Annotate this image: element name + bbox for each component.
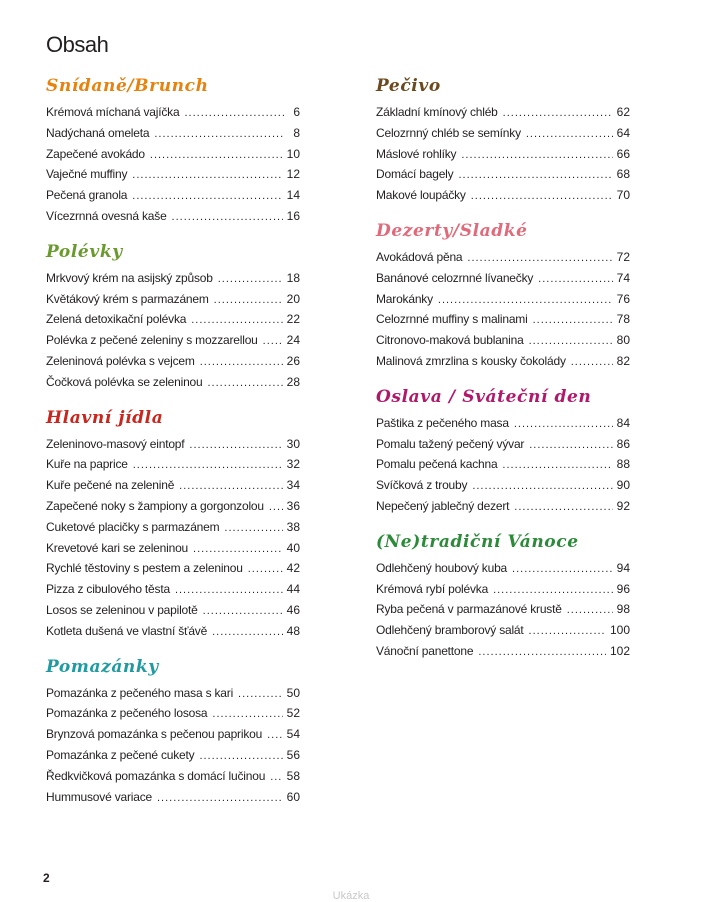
entry-title: Pomazánka z pečené cukety <box>46 747 195 762</box>
entry-title: Paštika z pečeného masa <box>376 415 509 430</box>
entry-title: Rychlé těstoviny s pestem a zeleninou <box>46 561 243 576</box>
toc-entry[interactable] <box>46 268 300 289</box>
dot-leader <box>512 559 613 580</box>
dot-leader <box>567 600 613 621</box>
entry-title: Květákový krém s parmazánem <box>46 291 209 306</box>
entry-page: 40 <box>286 540 300 555</box>
entry-title: Zapečené avokádo <box>46 146 145 161</box>
section-snidane <box>46 74 300 227</box>
dot-leader <box>538 269 612 290</box>
entry-title: Celozrnný chléb se semínky <box>376 125 521 140</box>
toc-entry[interactable] <box>376 579 630 600</box>
entry-page: 52 <box>286 706 300 721</box>
toc-entry[interactable] <box>376 247 630 268</box>
entry-title: Pizza z cibulového těsta <box>46 582 170 597</box>
dot-leader <box>203 601 283 622</box>
toc-entry[interactable] <box>376 620 630 641</box>
dot-leader <box>467 248 612 269</box>
entry-page: 94 <box>616 560 630 575</box>
entry-title: Vánoční panettone <box>376 643 474 658</box>
entry-title: Zapečené noky s žampiony a gorgonzolou <box>46 498 264 513</box>
dot-leader <box>438 290 613 311</box>
entry-page: 90 <box>616 478 630 493</box>
toc-entry[interactable] <box>46 703 300 724</box>
toc-entry[interactable] <box>376 123 630 144</box>
entry-title: Zeleninovo-masový eintopf <box>46 436 185 451</box>
entry-page: 62 <box>616 105 630 119</box>
entry-title: Základní kmínový chléb <box>376 105 498 119</box>
entry-title: Hummusové variace <box>46 789 152 804</box>
entry-title: Máslové rohlíky <box>376 146 457 161</box>
entry-page: 78 <box>616 312 630 327</box>
entry-page: 88 <box>616 457 630 472</box>
entry-page: 76 <box>616 291 630 306</box>
dot-leader <box>172 207 283 228</box>
section-pecivo <box>376 74 630 206</box>
entry-page: 102 <box>609 643 630 658</box>
dot-leader <box>529 621 606 642</box>
dot-leader <box>529 435 612 456</box>
entry-title: Kotleta dušená ve vlastní šťávě <box>46 623 208 638</box>
entry-title: Pomazánka z pečeného lososa <box>46 706 208 721</box>
toc-entry[interactable] <box>46 538 300 559</box>
entry-page: 26 <box>286 353 300 368</box>
dot-leader <box>157 788 283 809</box>
entry-page: 82 <box>616 353 630 368</box>
entry-title: Nepečený jablečný dezert <box>376 498 510 513</box>
toc-entry[interactable] <box>46 102 300 123</box>
entry-title: Zelená detoxikační polévka <box>46 312 187 327</box>
toc-entry[interactable] <box>376 185 630 206</box>
toc-entry[interactable] <box>46 351 300 372</box>
toc-entry[interactable] <box>46 600 300 621</box>
toc-entry[interactable] <box>376 102 630 123</box>
dot-leader <box>533 310 613 331</box>
entry-title: Avokádová pěna <box>376 249 463 264</box>
page-title: Obsah <box>46 32 109 57</box>
toc-entry[interactable] <box>46 144 300 165</box>
toc-entry[interactable] <box>376 289 630 310</box>
entry-title: Nadýchaná omeleta <box>46 125 150 140</box>
toc-entry[interactable] <box>46 683 300 704</box>
entry-page: 100 <box>609 623 630 638</box>
entry-page: 20 <box>286 291 300 306</box>
toc-entry[interactable] <box>376 309 630 330</box>
dot-leader <box>248 559 283 580</box>
dot-leader <box>133 455 283 476</box>
entry-page: 34 <box>286 478 300 493</box>
dot-leader <box>458 165 612 186</box>
entry-page: 38 <box>286 519 300 534</box>
entry-title: Malinová zmrzlina s kousky čokolády <box>376 353 566 368</box>
dot-leader <box>571 352 613 373</box>
section-heading-snidane: Snídaně/Brunch <box>46 76 209 96</box>
entry-title: Kuře na paprice <box>46 457 128 472</box>
dot-leader <box>200 352 283 373</box>
entry-page: 70 <box>616 188 630 203</box>
entry-page: 54 <box>286 727 300 742</box>
entry-page: 18 <box>286 270 300 285</box>
dot-leader <box>179 476 282 497</box>
toc-entry[interactable] <box>46 579 300 600</box>
toc-entry[interactable] <box>376 351 630 372</box>
dot-leader <box>150 145 283 166</box>
dot-leader <box>263 331 283 352</box>
entry-page: 8 <box>293 125 300 140</box>
toc-entry[interactable] <box>46 475 300 496</box>
dot-leader <box>493 580 613 601</box>
dot-leader <box>472 476 612 497</box>
entry-title: Kuře pečené na zelenině <box>46 478 175 493</box>
dot-leader <box>214 290 283 311</box>
toc-entry[interactable] <box>376 496 630 517</box>
toc-entry[interactable] <box>46 434 300 455</box>
dot-leader <box>199 746 282 767</box>
entry-title: Brynzová pomazánka s pečenou paprikou <box>46 727 263 742</box>
entry-page: 46 <box>286 602 300 617</box>
dot-leader <box>189 435 282 456</box>
toc-entry[interactable] <box>376 413 630 434</box>
entry-title: Krémová rybí polévka <box>376 581 489 596</box>
entry-title: Čočková polévka se zeleninou <box>46 374 203 389</box>
entry-page: 42 <box>286 561 300 576</box>
entry-page: 72 <box>616 249 630 264</box>
entry-page: 58 <box>286 768 300 783</box>
watermark: Ukázka <box>332 890 370 902</box>
section-pomazanky <box>46 655 300 808</box>
entry-title: Marokánky <box>376 291 433 306</box>
dot-leader <box>193 539 283 560</box>
entry-page: 66 <box>616 146 630 161</box>
section-hlavni-jidla <box>46 406 300 642</box>
dot-leader <box>267 725 283 746</box>
section-vanoce <box>376 530 630 662</box>
entry-page: 44 <box>286 582 300 597</box>
entry-title: Pomalu pečená kachna <box>376 457 498 472</box>
toc-entry[interactable] <box>376 268 630 289</box>
dot-leader <box>212 622 283 643</box>
entry-page: 14 <box>286 188 300 203</box>
dot-leader <box>154 124 284 145</box>
entry-title: Losos se zeleninou v papilotě <box>46 602 198 617</box>
toc-entry[interactable] <box>46 289 300 310</box>
entry-title: Pečená granola <box>46 188 128 203</box>
section-heading-hlavni-jidla: Hlavní jídla <box>46 407 164 428</box>
entry-page: 50 <box>286 685 300 700</box>
entry-title: Ryba pečená v parmazánové krustě <box>376 602 562 617</box>
entry-title: Polévka z pečené zeleniny s mozzarellou <box>46 333 258 348</box>
toc-entry[interactable] <box>376 164 630 185</box>
toc-entry[interactable] <box>46 185 300 206</box>
entry-page: 16 <box>286 208 300 223</box>
entry-title: Domácí bagely <box>376 167 454 182</box>
toc-entry[interactable] <box>376 599 630 620</box>
page-number: 2 <box>43 871 50 885</box>
dot-leader <box>461 145 612 166</box>
section-heading-oslava: Oslava / Sváteční den <box>376 386 592 407</box>
section-polevky <box>46 240 300 393</box>
dot-leader <box>191 310 282 331</box>
entry-page: 12 <box>286 167 300 182</box>
entry-title: Citronovo-maková bublanina <box>376 333 524 348</box>
dot-leader <box>502 455 612 476</box>
entry-page: 80 <box>616 333 630 348</box>
entry-page: 36 <box>286 498 300 513</box>
toc-entry[interactable] <box>46 454 300 475</box>
entry-title: Banánové celozrnné lívanečky <box>376 270 534 285</box>
entry-title: Odlehčený houbový kuba <box>376 560 508 575</box>
section-oslava <box>376 385 630 517</box>
toc-entry[interactable] <box>46 724 300 745</box>
entry-title: Vaječné muffiny <box>46 167 128 182</box>
entry-title: Ředkvičková pomazánka s domácí lučinou <box>46 768 266 783</box>
entry-page: 24 <box>286 333 300 348</box>
entry-page: 84 <box>616 415 630 430</box>
dot-leader <box>224 518 282 539</box>
dot-leader <box>270 767 282 788</box>
toc-entry[interactable] <box>46 330 300 351</box>
dot-leader <box>269 497 283 518</box>
entry-title: Svíčková z trouby <box>376 478 468 493</box>
section-dezerty <box>376 219 630 372</box>
toc-entry[interactable] <box>376 558 630 579</box>
entry-page: 6 <box>293 105 300 119</box>
entry-page: 68 <box>616 167 630 182</box>
entry-title: Pomalu tažený pečený vývar <box>376 436 525 451</box>
toc-entry[interactable] <box>376 475 630 496</box>
toc-entry[interactable] <box>46 745 300 766</box>
toc-entry[interactable] <box>46 164 300 185</box>
toc-entry[interactable] <box>46 787 300 808</box>
dot-leader <box>218 269 283 290</box>
dot-leader <box>529 331 613 352</box>
entry-page: 92 <box>616 498 630 513</box>
entry-title: Odlehčený bramborový salát <box>376 623 524 638</box>
entry-title: Vícezrnná ovesná kaše <box>46 208 167 223</box>
entry-title: Zeleninová polévka s vejcem <box>46 353 195 368</box>
entry-page: 60 <box>286 789 300 804</box>
toc-column-right <box>376 74 630 675</box>
toc-entry[interactable] <box>376 144 630 165</box>
dot-leader <box>526 124 613 145</box>
dot-leader <box>514 414 613 435</box>
entry-page: 96 <box>616 581 630 596</box>
toc-entry[interactable] <box>46 558 300 579</box>
toc-entry[interactable] <box>376 454 630 475</box>
dot-leader <box>132 165 282 186</box>
entry-title: Krevetové kari se zeleninou <box>46 540 189 555</box>
dot-leader <box>471 186 613 207</box>
toc-entry[interactable] <box>46 517 300 538</box>
section-heading-pomazanky: Pomazánky <box>46 656 159 677</box>
toc-entry[interactable] <box>46 372 300 393</box>
toc-entry[interactable] <box>46 766 300 787</box>
toc-entry[interactable] <box>46 206 300 227</box>
entry-page: 74 <box>616 270 630 285</box>
toc-entry[interactable] <box>46 309 300 330</box>
entry-page: 98 <box>616 602 630 617</box>
entry-title: Makové loupáčky <box>376 188 466 203</box>
entry-page: 48 <box>286 623 300 638</box>
entry-title: Pomazánka z pečeného masa s kari <box>46 685 234 700</box>
section-heading-dezerty: Dezerty/Sladké <box>376 220 528 241</box>
dot-leader <box>175 580 283 601</box>
dot-leader <box>184 103 284 124</box>
dot-leader <box>212 704 282 725</box>
entry-title: Cuketové placičky s parmazánem <box>46 519 220 534</box>
entry-page: 64 <box>616 125 630 140</box>
section-heading-pecivo: Pečivo <box>376 76 441 96</box>
section-heading-polevky: Polévky <box>46 241 123 262</box>
entry-title: Celozrnné muffiny s malinami <box>376 312 528 327</box>
entry-page: 86 <box>616 436 630 451</box>
dot-leader <box>208 373 283 394</box>
toc-entry[interactable] <box>376 434 630 455</box>
dot-leader <box>503 103 613 124</box>
dot-leader <box>132 186 282 207</box>
entry-page: 28 <box>286 374 300 389</box>
toc-entry[interactable] <box>376 641 630 662</box>
toc-entry[interactable] <box>46 621 300 642</box>
dot-leader <box>478 642 606 663</box>
toc-entry[interactable] <box>46 496 300 517</box>
section-heading-vanoce: (Ne)tradiční Vánoce <box>376 531 579 552</box>
entry-page: 32 <box>286 457 300 472</box>
toc-entry[interactable] <box>46 123 300 144</box>
toc-entry[interactable] <box>376 330 630 351</box>
dot-leader <box>238 684 283 705</box>
entry-page: 22 <box>286 312 300 327</box>
entry-title: Krémová míchaná vajíčka <box>46 105 180 119</box>
entry-page: 10 <box>286 146 300 161</box>
dot-leader <box>514 497 612 518</box>
entry-page: 30 <box>286 436 300 451</box>
entry-page: 56 <box>286 747 300 762</box>
entry-title: Mrkvový krém na asijský způsob <box>46 270 213 285</box>
toc-column-left <box>46 74 300 820</box>
